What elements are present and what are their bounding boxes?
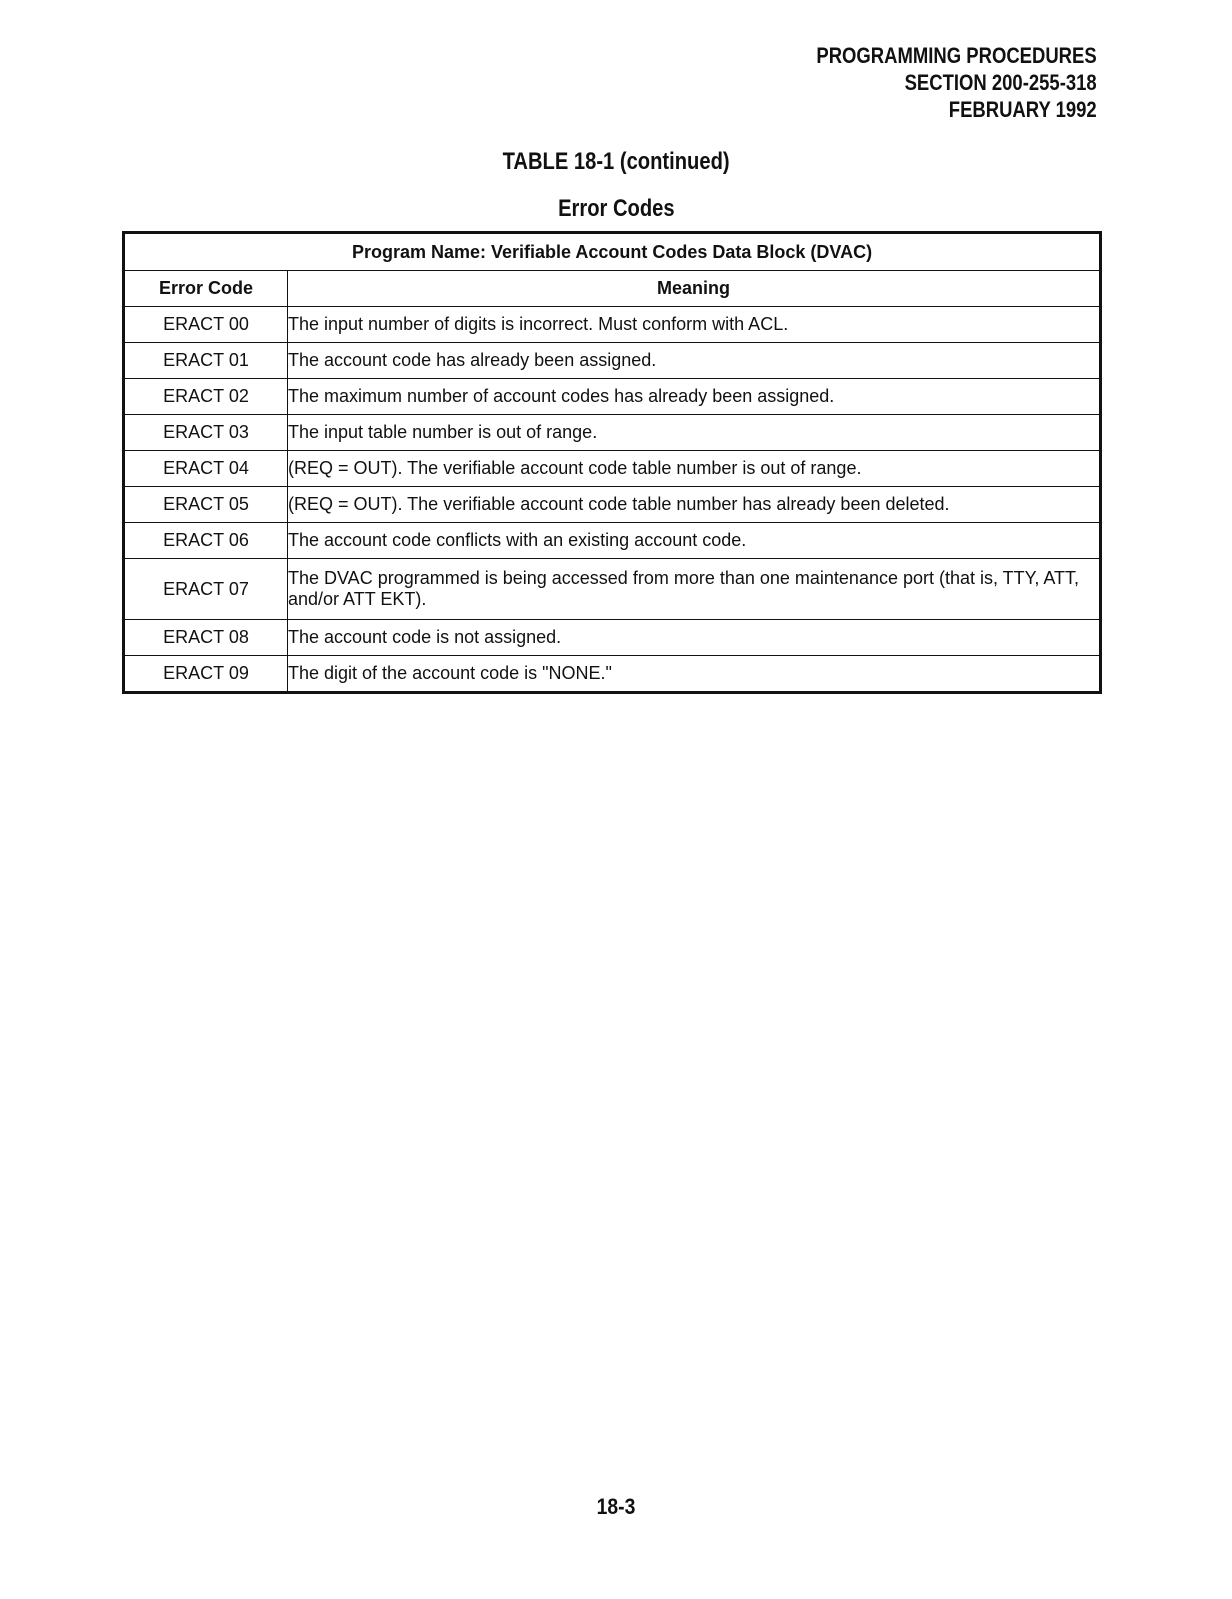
program-name-cell: Program Name: Verifiable Account Codes Data Block (DVAC) xyxy=(124,233,1101,271)
error-code-cell: ERACT 03 xyxy=(124,415,288,451)
table-row xyxy=(124,656,1101,693)
error-code-cell: ERACT 00 xyxy=(124,307,288,343)
table-row xyxy=(124,523,1101,559)
meaning-cell: The account code is not assigned. xyxy=(288,620,1101,656)
error-codes-table xyxy=(122,231,1102,694)
meaning-cell: The account code conflicts with an existing account code. xyxy=(288,523,1101,559)
column-header-row xyxy=(124,271,1101,307)
table-title: TABLE 18-1 (continued) xyxy=(502,148,730,175)
table-row xyxy=(124,379,1101,415)
header-section: SECTION 200-255-318 xyxy=(904,70,1097,95)
table-row xyxy=(124,487,1101,523)
error-code-cell: ERACT 06 xyxy=(124,523,288,559)
error-code-cell: ERACT 04 xyxy=(124,451,288,487)
column-header-error-code: Error Code xyxy=(124,271,288,307)
error-code-cell: ERACT 02 xyxy=(124,379,288,415)
meaning-cell: The DVAC programmed is being accessed from more than one maintenance port (that is, TTY, ATT, and/or ATT EKT). xyxy=(288,559,1101,620)
error-code-cell: ERACT 09 xyxy=(124,656,288,693)
error-code-cell: ERACT 05 xyxy=(124,487,288,523)
header-date: FEBRUARY 1992 xyxy=(949,97,1097,122)
column-header-meaning: Meaning xyxy=(288,271,1101,307)
meaning-cell: The input number of digits is incorrect. Must conform with ACL. xyxy=(288,307,1101,343)
page-number: 18-3 xyxy=(596,1494,636,1519)
error-code-cell: ERACT 08 xyxy=(124,620,288,656)
document-header xyxy=(817,42,1097,123)
meaning-cell: The account code has already been assigned. xyxy=(288,343,1101,379)
error-code-cell: ERACT 01 xyxy=(124,343,288,379)
error-code-cell: ERACT 07 xyxy=(124,559,288,620)
meaning-cell: The input table number is out of range. xyxy=(288,415,1101,451)
meaning-cell: (REQ = OUT). The verifiable account code table number is out of range. xyxy=(288,451,1101,487)
table-row xyxy=(124,307,1101,343)
table-row xyxy=(124,559,1101,620)
meaning-cell: (REQ = OUT). The verifiable account code table number has already been deleted. xyxy=(288,487,1101,523)
table-subtitle: Error Codes xyxy=(557,195,675,222)
program-name-row xyxy=(124,233,1101,271)
table-row xyxy=(124,415,1101,451)
meaning-cell: The maximum number of account codes has already been assigned. xyxy=(288,379,1101,415)
table-row xyxy=(124,343,1101,379)
table-row xyxy=(124,620,1101,656)
header-title: PROGRAMMING PROCEDURES xyxy=(816,43,1097,68)
table-row xyxy=(124,451,1101,487)
meaning-cell: The digit of the account code is "NONE." xyxy=(288,656,1101,693)
